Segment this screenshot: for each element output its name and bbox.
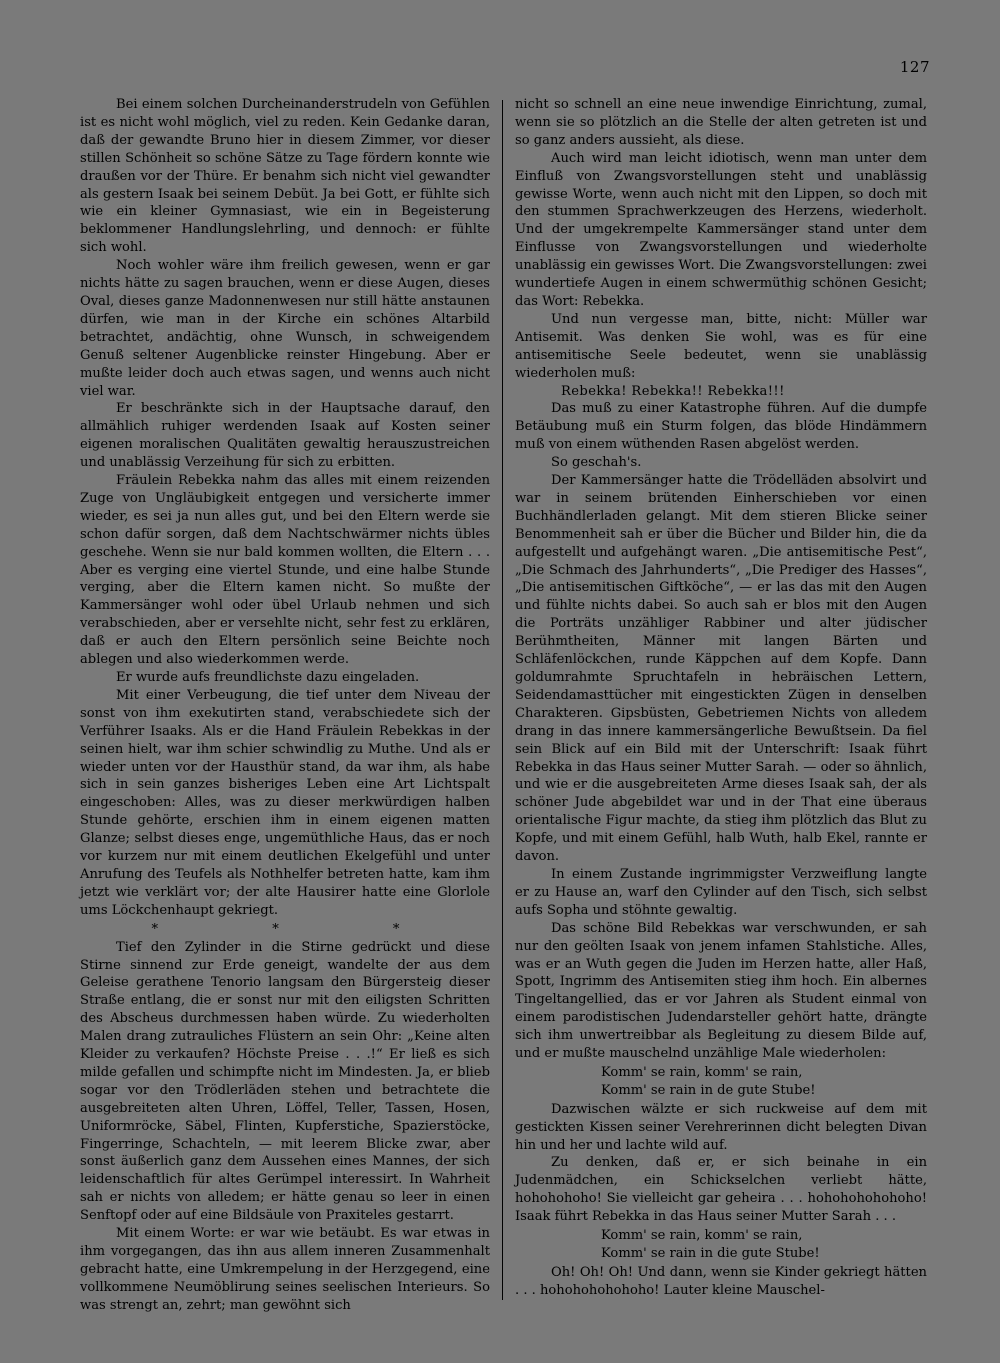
paragraph: Fräulein Rebekka nahm das alles mit einem reizenden Zuge von Ungläubigkeit entgegen und versicherte immer wieder, es sei ja nun alles gut, und bei den Eltern werde sie schon dafür sorgen, daß dem Nachtschwärmer nichts übles geschehe. Wenn sie nur bald kommen wollten, die Eltern . . . Aber es verging eine viertel Stunde, und eine halbe Stunde verging, aber die Eltern kamen nicht. So mußte der Kammersänger wohl oder übel Urlaub nehmen und sich verabschieden, aber er versehlte nicht, sehr fest zu erklären, daß er auch den Eltern persönlich seine Beichte noch ablegen und also wiederkommen werde. [80,473,490,668]
song-verse [515,1064,927,1100]
paragraph: Noch wohler wäre ihm freilich gewesen, wenn er gar nichts hätte zu sagen brauchen, wenn er diese Augen, dieses Oval, dieses ganze Madonnenwesen nur still hätte anstaunen dürfen, wie man in der Kirche ein schönes Altarbild betrachtet, andächtig, ohne Wunsch, in schweigendem Genuß seltener Augenblicke reinster Hingebung. Aber er mußte leider doch auch etwas sagen, und wenns auch nicht viel war. [80,258,490,399]
paragraph: Das muß zu einer Katastrophe führen. Auf die dumpfe Betäubung muß ein Sturm folgen, das blöde Hindämmern muß von einem wüthenden Rasen abgelöst werden. [515,401,927,453]
paragraph: Zu denken, daß er, er sich beinahe in ein Judenmädchen, ein Schickselchen verliebt hätte, hohohohoho! Sie vielleicht gar geheira . . . hohohohohohoho! Isaak führt Rebekka in das Haus seiner Mutter Sarah . . . [515,1155,927,1225]
paragraph: Er beschränkte sich in der Hauptsache darauf, den allmählich ruhiger werdenden Isaak auf Kosten seiner eigenen moralischen Qualitäten gewaltig herauszustreichen und unablässig Verzeihung für sich zu erbitten. [80,401,490,471]
paragraph: nicht so schnell an eine neue inwendige Einrichtung, zumal, wenn sie so plötzlich an die Stelle der alten getreten ist und so ganz anders aussieht, als diese. [515,97,927,148]
paragraph: Tief den Zylinder in die Stirne gedrückt und diese Stirne sinnend zur Erde geneigt, wandelte der aus dem Geleise gerathene Tenorio langsam den Bürgersteig dieser Straße entlang, die er sonst nur mit den eiligsten Schritten des Abscheus durchmessen haben würde. Zu wiederholten Malen drang zutrauliches Flüstern an sein Ohr: „Keine alten Kleider zu verkaufen? Höchste Preise . . .!“ Er ließ es sich milde gefallen und schimpfte nicht im Mindesten. Ja, er blieb sogar vor den Trödlerläden stehen und betrachtete die ausgebreiteten alten Uhren, Löffel, Teller, Tassen, Hosen, Uniformröcke, Säbel, Flinten, Kupferstiche, Spazierstöcke, Fingerringe, Schachteln, — mit leerem Blicke zwar, aber sonst äußerlich ganz dem Aussehen eines Mannes, der sich leidenschaftlich für altes Gerümpel interessirt. In Wahrheit sah er nichts von alledem; er hätte genau so leer in einen Senftopf oder auf eine Bildsäule von Praxiteles gestarrt. [80,939,490,1224]
verse-line: Komm' se rain in de gute Stube! [601,1082,816,1098]
paragraph: Bei einem solchen Durcheinanderstrudeln von Gefühlen ist es nicht wohl möglich, viel zu reden. Kein Gedanke daran, daß der gewandte Bruno hier in diesem Zimmer, vor dieser stillen Schönheit so schöne Sätze zu Tage fördern konnte wie draußen vor der Thüre. Er benahm sich nicht viel gewandter als gestern Isaak bei seinem Debüt. Ja bei Gott, er fühlte sich wie ein kleiner Gymnasiast, wie ein in Begeisterung beklommener Handlungslehrling, und dennoch: er fühlte sich wohl. [80,97,490,256]
section-break-asterisks: * * * [151,921,455,937]
paragraph: Auch wird man leicht idiotisch, wenn man unter dem Einfluß von Zwangsvorstellungen steht und unablässig gewisse Worte, wenn auch nicht mit den Lippen, so doch mit den stummen Sprachwerkzeugen des Herzens, wiederholt. Und der umgekrempelte Kammersänger stand unter dem Einflusse von Zwangsvorstellungen und wiederholte unablässig ein gewisses Wort. Die Zwangsvorstellungen: zwei wundertiefe Augen in einem schwermüthig schönen Gesicht; das Wort: Rebekka. [515,150,927,309]
page-number: 127 [899,58,930,76]
paragraph: Das schöne Bild Rebekkas war verschwunden, er sah nur den geölten Isaak von jenem infamen Stahlstiche. Alles, was er an Wuth gegen die Juden im Herzen hatte, aller Haß, Spott, Ingrimm des Antisemiten stieg ihm hoch. Ein albernes Tingeltangellied, das er vor Jahren als Student einmal von einem parodistischen Judendarsteller gehört hatte, drängte sich ihm unwertreibbar als Begleitung zu diesem Bilde auf, und er mußte mauschelnd unzählige Male wiederholen: [515,920,927,1062]
paragraph: Er wurde aufs freundlichste dazu eingeladen. [116,670,420,685]
exclamation-line: Rebekka! Rebekka!! Rebekka!!! [561,383,785,399]
left-column [80,96,490,1315]
paragraph: So geschah's. [551,455,642,471]
right-column [515,96,927,1300]
song-verse [515,1227,927,1263]
paragraph: In einem Zustande ingrimmigster Verzweiflung langte er zu Hause an, warf den Cylinder auf den Tisch, sich selbst aufs Sopha und stöhnte gewaltig. [515,866,927,918]
verse-line: Komm' se rain in die gute Stube! [601,1246,820,1261]
verse-line: Komm' se rain, komm' se rain, [601,1228,803,1244]
verse-line: Komm' se rain, komm' se rain, [601,1064,803,1080]
paragraph: Mit einem Worte: er war wie betäubt. Es war etwas in ihm vorgegangen, das ihn aus allem inneren Zusammenhalt gebracht hatte, eine Umkrempelung in der Herzgegend, eine vollkommene Neumöblirung seines seelischen Interieurs. So was strengt an, zehrt; man gewöhnt sich [80,1226,490,1313]
paragraph: Oh! Oh! Oh! Und dann, wenn sie Kinder gekriegt hätten . . . hohohohohohoho! Lauter kleine Mauschel- [515,1264,927,1298]
paragraph: Der Kammersänger hatte die Trödelläden absolvirt und war in seinem brütenden Einherschieben vor einen Buchhändlerladen gelangt. Mit dem stieren Blicke seiner Benommenheit sah er über die Bücher und Bilder hin, die da aufgestellt und aufgehängt waren. „Die antisemitische Pest“, „Die Schmach des Jahrhunderts“, „Die Prediger des Hasses“, „Die antisemitischen Giftköche“, — er las das mit den Augen und fühlte nichts dabei. So auch sah er blos mit den Augen die Porträts unzähliger Rabbiner und alter jüdischer Berühmtheiten, Männer mit langen Bärten und Schläfenlöckchen, runde Käppchen auf dem Kopfe. Dann goldumrahmte Spruchtafeln in hebräischen Lettern, Seidendamasttücher mit eingestickten Zügen in denselben Charakteren. Gipsbüsten, Gebetriemen Nichts von alledem drang in das innere kammersängerliche Bewußtsein. Da fiel sein Blick auf ein Bild mit der Unterschrift: Isaak führt Rebekka in das Haus seiner Mutter Sarah. — oder so ähnlich, und wie er die ausgebreiteten Arme dieses Isaak sah, der als schöner Jude abgebildet war und in der That eine überaus orientalische Figur machte, da stieg ihm plötzlich das Blut zu Kopfe, und mit einem Gefühl, halb Wuth, halb Ekel, rannte er davon. [515,473,927,865]
paragraph: Und nun vergesse man, bitte, nicht: Müller war Antisemit. Was denken Sie wohl, was es für eine antisemitische Seele bedeutet, wenn sie unablässig wiederholen muß: [515,311,927,381]
paragraph: Mit einer Verbeugung, die tief unter dem Niveau der sonst von ihm exekutirten stand, verabschiedete sich der Verführer Isaaks. Als er die Hand Fräulein Rebekkas in der seinen hielt, war ihm schier schwindlig zu Muthe. Und als er wieder unten vor der Hausthür stand, da war ihm, als habe sich in sein ganzes bisheriges Leben eine Art Lichtspalt eingeschoben: Alles, was zu dieser merkwürdigen halben Stunde gehörte, erschien ihm in einem eigenen matten Glanze; selbst dieses enge, ungemüthliche Haus, das er noch vor kurzem nur mit einem deutlichen Ekelgefühl und unter Anrufung des Teufels als Nothhelfer betreten hatte, kam ihm jetzt wie verklärt vor; der alte Hausirer hatte eine Glorlole ums Löckchenhaupt gekriegt. [80,687,490,918]
paragraph: Dazwischen wälzte er sich ruckweise auf dem mit gestickten Kissen seiner Verehrerinnen dicht belegten Divan hin und her und lachte wild auf. [515,1101,927,1153]
column-divider [502,100,503,1300]
